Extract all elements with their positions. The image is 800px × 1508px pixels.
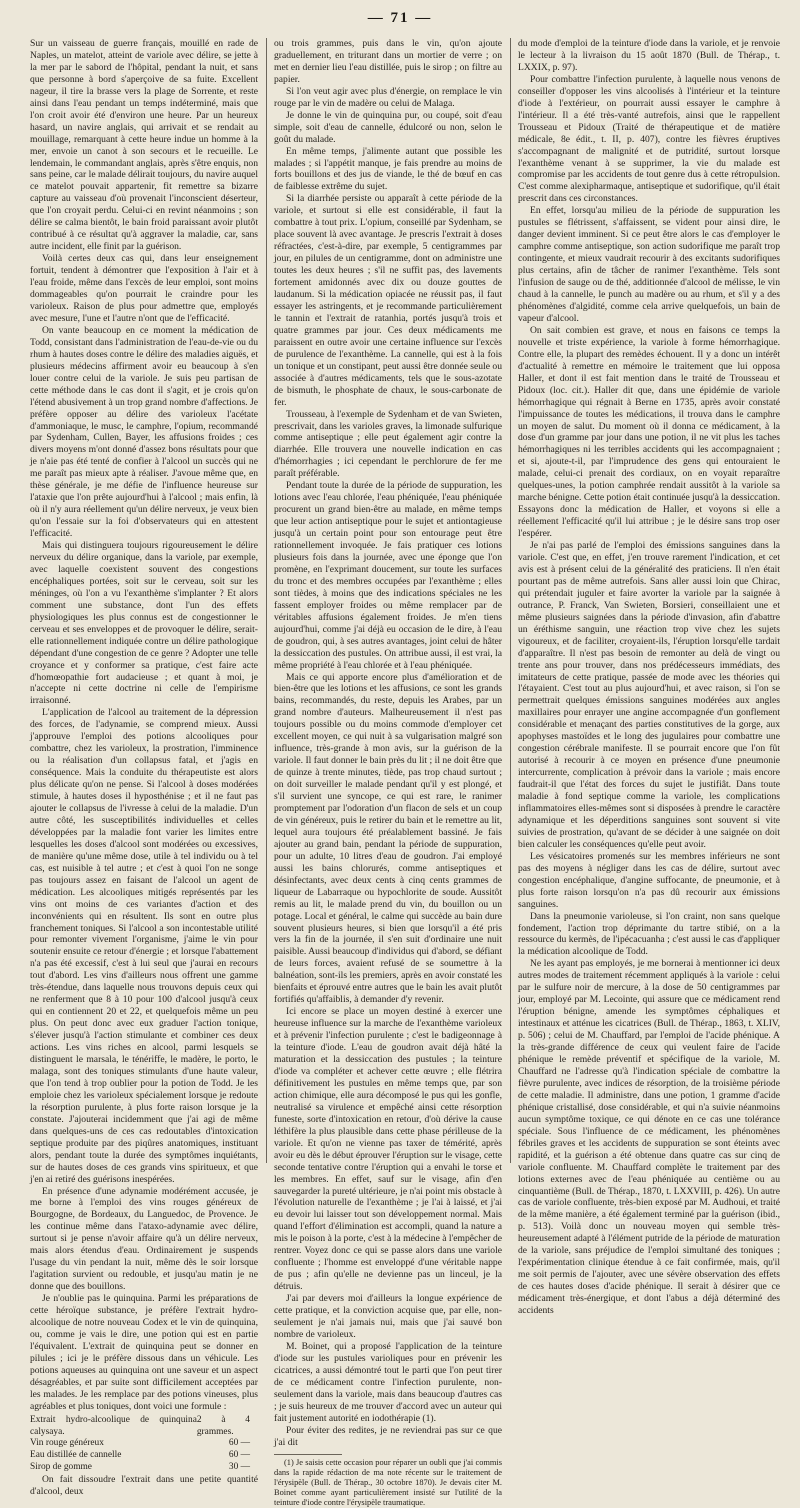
paragraph: Trousseau, à l'exemple de Sydenham et de van Swieten, prescrivait, dans les varioles graves, la limonade sulfurique comme antiseptique ; elle peut également agir contre la diarrhée. Elle trouvera une nouvelle indication en cas d'hémorrhagies ; ici cependant le perchlorure de fer me paraît préférable. xyxy=(274,408,502,480)
formula-ingredient: Sirop de gomme xyxy=(30,1462,92,1473)
article-body xyxy=(30,38,780,1508)
paragraph: Mais qui distinguera toujours rigoureusement le délire nerveux du délire organique, dans la variole, par exemple, avec laquelle coexistent souvent des congestions encéphaliques portées, soit sur le cerveau, soit sur les méninges, où l'on a vu l'exanthème s'implanter ? Et alors comment une substance, dont l'un des effets physiologiques les plus connus est de congestionner le cerveau et ses enveloppes et de provoquer le délire, serait-elle rationnellement indiquée contre un délire pathologique dépendant d'une congestion de ce genre ? Adopter une telle croyance et y conformer sa pratique, c'est faire acte d'homœopathie fort audacieuse ; et quant à moi, je n'accepte ni cette doctrine ni celle de l'empirisme irraisonné. xyxy=(30,540,258,707)
formula-quantity: 30 — xyxy=(228,1462,250,1473)
paragraph: Ici encore se place un moyen destiné à exercer une heureuse influence sur la marche de l'exanthème varioleux et à prévenir l'infection purulente ; c'est le badigeonnage à la teinture d'iode. L'eau de goudron avait déjà hâté la maturation et la dessiccation des pustules ; la teinture d'iode va compléter et achever cette œuvre ; elle flétrira définitivement les pustules en même temps que, par son action chimique, elle aura décomposé le pus qui les gonfle, neutralisé sa virulence et empêché ainsi cette résorption funeste, sorte d'intoxication en retour, d'où dérive la cause léthifère la plus plausible dans cette phase périlleuse de la variole. Et qu'on ne vienne pas taxer de témérité, après avoir eu dès le début éprouver l'éruption sur le visage, cette seconde tentative contre l'éruption qui a envahi le torse et les membres. En effet, sauf sur le visage, afin d'en sauvegarder la pureté ultérieure, je n'ai point mis obstacle à l'évolution naturelle de l'exanthème ; je l'ai à laissé, et j'ai eu devoir lui laisser tout son développement normal. Mais quand l'effort d'élimination est accompli, quand la nature a mis le poison à la porte, c'est à la médecine à l'empêcher de rentrer. Voyez donc ce qui se passe alors dans une variole confluente ; l'homme est enveloppé d'une véritable nappe de pus ; afin qu'elle ne devienne pas un linceul, je la détruis. xyxy=(274,1006,503,1293)
paragraph: M. Boinet, qui a proposé l'application de la teinture d'iode sur les pustules varioliques pour en prévenir les cicatrices, a aussi démontré tout le parti que l'on peut tirer de ce médicament contre l'infection purulente, non-seulement dans la variole, mais dans beaucoup d'autres cas ; je suis heureux de me trouver d'accord avec un auteur qui fait justement autorité en iodothérapie (1). xyxy=(274,1340,502,1424)
formula-row xyxy=(30,1438,258,1450)
paragraph: Si l'on veut agir avec plus d'énergie, on remplace le vin rouge par le vin de madère ou celui de Malaga. xyxy=(274,85,502,109)
paragraph: Mais ce qui apporte encore plus d'amélioration et de bien-être que les lotions et les affusions, ce sont les grands bains, recommandés, du reste, depuis les Arabes, par un grand nombre d'auteurs. Malheureusement il n'est pas toujours possible ou du moins commode d'employer cet excellent moyen, ce qui nuit à sa vulgarisation malgré son influence, très-grande à mon avis, sur la guérison de la variole. Il faut donner le bain près du lit ; il ne doit être que de quinze à trente minutes, tiède, pas trop chaud surtout ; on doit surveiller le malade pendant qu'il y est plongé, et s'il survient une syncope, ce qui est rare, le ranimer promptement par l'odoration d'un flacon de sels et un coup de vin généreux, puis le retirer du bain et le remettre au lit, lequel aura toujours été préalablement bassiné. Je fais ajouter au grand bain, pendant la période de suppuration, pour un adulte, 10 litres d'eau de goudron. J'ai employé aussi les bains chlorurés, comme antiseptiques et désinfectants, avec deux cents à cinq cents grammes de liqueur de Labarraque ou hypochlorite de soude. Aussitôt remis au lit, le malade prend du vin, du bouillon ou un potage. Local et général, le calme qui succède au bain dure souvent plusieurs heures, si bien que lorsqu'il a été pris vers la fin de la journée, il s'en suit d'ordinaire une nuit paisible. Aussi beaucoup d'individus qui d'abord, se défiant de leurs forces, avaient refusé de se soumettre à la balnéation, sont-ils les premiers, après en avoir constaté les bienfaits et éprouvé entre autres que le bain les avait plutôt fortifiés qu'affaiblis, à demander d'y revenir. xyxy=(274,671,502,1006)
paragraph: Sur un vaisseau de guerre français, mouillé en rade de Naples, un matelot, atteint de variole avec délire, se jette à la mer par le sabord de l'hôpital, pendant la nuit, et sans que personne à bord s'aperçoive de sa fuite. Excellent nageur, il tire la brasse vers la plage de Sorrente, et reste ainsi dans l'eau pendant un temps indéterminé, mais que l'on croit avoir été d'environ une heure. Par un heureux hasard, un navire anglais, qui arrivait et se rendait au mouillage, remarquant à cette heure indue un homme à la mer, envoie un canot à son secours et le recueille. Le lendemain, le commandant anglais, après s'être enquis, non sans peine, car le malade délirait toujours, du navire auquel ce matelot pouvait appartenir, fit remettre sa bizarre capture au vaisseau d'où provenait l'inconscient déserteur, que l'on croyait perdu. Celui-ci en revint néanmoins ; son délire se calma bientôt, le bain froid paraissant avoir plutôt contribué à ce résultat qu'à aggraver la maladie, car, sans autre incident, elle finit par la guérison. xyxy=(30,38,258,253)
paragraph: ou trois grammes, puis dans le vin, qu'on ajoute graduellement, en triturant dans un mortier de verre ; on met en dernier lieu l'eau distillée, puis le sirop ; on filtre au papier. xyxy=(274,38,502,85)
paragraph: Ne les ayant pas employés, je me bornerai à mentionner ici deux autres modes de traitement récemment appliqués à la variole : celui par le sulfure noir de mercure, à la dose de 50 centigrammes par jour, employé par M. Lecointe, qui assure que ce médicament rend l'éruption bénigne, amende les symptômes céphaliques et intestinaux et atténue les cicatrices (Bull. de Thérap., 1863, t. XLIV, p. 506) ; celui de M. Chauffard, par l'emploi de l'acide phénique. A la très-grande différence de ceux qui veulent faire de l'acide phénique le remède préventif et spécifique de la variole, M. Chauffard ne l'adresse qu'à l'indication spéciale de combattre la fièvre purulente, avec indices de résorption, de la troisième période de cette maladie. Il administre, dans une potion, 1 gramme d'acide phénique cristallisé, dose considérable, et qui n'a suivie néanmoins aucun symptôme toxique, ce qui dénote en ce cas une tolérance spéciale. Sous l'influence de ce médicament, les phénomènes fébriles graves et les accidents de suppuration se sont éteints avec rapidité, et la guérison a été obtenue dans quatre cas sur cinq de variole confluente. M. Chauffard complète le traitement par des lotions externes avec de l'eau phéniquée au centième ou au cinquantième (Bull. de Thérap., 1870, t. LXXVIII, p. 426). Un autre cas de variole confluente, très-bien exposé par M. Audhoui, et traité de la même manière, a été également terminé par la guérison (ibid., p. 513). Voilà donc un nouveau moyen qui semble très-heureusement adapté à l'élément putride de la période de maturation de la variole, sans préjudice de l'emploi simultané des toniques ; l'expérimentation clinique étendue à ce fait confirmée, mais, qu'il me soit permis de l'ajouter, avec une sévère observation des effets de ces hautes doses d'acide phénique. Il serait à désirer que ce médicament très-énergique, et dont l'abus a déjà déterminé des accidents xyxy=(518,958,780,1317)
paragraph: L'application de l'alcool au traitement de la dépression des forces, de l'adynamie, se comprend mieux. Aussi j'approuve l'emploi des potions alcooliques pour combattre, chez les varioleux, la prostration, l'imminence ou la réalisation d'un collapsus fatal, et j'agis en conséquence. Mais la conduite du thérapeutiste est alors plus délicate qu'on ne pense. Si l'alcool à doses modérées stimule, à hautes doses il hyposthénise ; et il ne faut pas ajouter le collapsus de l'ivresse à celui de la maladie. D'un autre côté, les susceptibilités individuelles et celles développées par la maladie font varier les limites entre lesquelles les doses d'alcool sont modérées ou excessives, de manière qu'une même dose, utile à tel individu ou à tel cas, est nuisible à tel autre ; et c'est à quoi l'on ne songe pas toujours assez en faisant de l'alcool un agent de médication. Les alcooliques mitigés représentés par les vins ont moins de ces variantes d'action et des inconvénients qui en résultent. Ils sont en outre plus franchement toniques. Si l'alcool a son incontestable utilité pour remonter vivement l'organisme, j'aime le vin pour soutenir ensuite ce retour d'énergie ; et lorsque l'abattement n'a pas été excessif, c'est à lui seul que j'aurai en recours tout d'abord. Les vins d'ailleurs nous offrent une gamme très-étendue, dans laquelle nous trouvons depuis ceux qui ne renferment que 8 à 10 pour 100 d'alcool jusqu'à ceux qui en contiennent 20 et 22, et quelquefois même un peu plus. On peut donc avec eux graduer l'action tonique, s'élever jusqu'à l'action stimulante et combiner ces deux actions. Les vins riches en alcool, parmi lesquels se distinguent le marsala, le ténériffe, le madère, le porto, le malaga, sont des toniques stimulants d'une haute valeur, que l'on tend à trop oublier pour la potion de Todd. Je les emploie chez les varioleux spécialement lorsque je redoute la résorption purulente, à plus forte raison lorsque je la constate. J'ajouterai incidemment que j'ai agi de même dans quelques-uns de ces cas redoutables d'intoxication septique produite par des piqûres anatomiques, instituant alors, pendant toute la durée des symptômes inquiétants, sur de hautes doses de ces grands vins spiritueux, et que j'en ai retiré des guérisons inespérées. xyxy=(30,707,258,1185)
paragraph: Dans la pneumonie varioleuse, si l'on craint, non sans quelque fondement, l'action trop déprimante du tartre stibié, on a la ressource du kermès, de l'ipécacuanha ; c'est aussi le cas d'appliquer la médication alcoolique de Todd. xyxy=(518,910,780,958)
formula-ingredient: Extrait hydro-alcoolique de quinquina calysaya. xyxy=(30,1414,197,1437)
formula-ingredient: Eau distillée de cannelle xyxy=(30,1450,122,1461)
footnote-divider xyxy=(274,1454,342,1455)
paragraph: Les vésicatoires promenés sur les membres inférieurs ne sont pas des moyens à négliger dans les cas de délire, surtout avec congestion encéphalique, d'angine suffocante, de pneumonie, et à plus forte raison lorsqu'on n'a pas dû recourir aux émissions sanguines. xyxy=(518,850,780,910)
column-3 xyxy=(518,38,780,1317)
footnote: (1) Je saisis cette occasion pour réparer un oubli que j'ai commis dans la rapide rédaction de ma note récente sur le traitement de l'érysipèle (Bull. de Thérap., 30 octobre 1870). Je devais citer M. Boinet comme ayant particulièrement insisté sur l'utilité de la teinture d'iode contre l'érysipèle traumatique. xyxy=(274,1458,502,1508)
paragraph: Je n'oublie pas le quinquina. Parmi les préparations de cette héroïque substance, je préfère l'extrait hydro-alcoolique de notre nouveau Codex et le vin de quinquina, ou, comme je vais le dire, une potion qui est en partie l'équivalent. L'extrait de quinquina peut se donner en pilules ; ici je le préfère dissous dans un véhicule. Les potions aqueuses au quinquina ont une saveur et un aspect désagréables, et par suite sont difficilement acceptées par les malades. Je les remplace par des potions vineuses, plus agréables et plus toniques, dont voici une formule : xyxy=(30,1293,258,1412)
paragraph: Je n'ai pas parlé de l'emploi des émissions sanguines dans la variole. C'est que, en effet, j'en trouve rarement l'indication, et cet avis est à présent celui de la généralité des praticiens. Il n'en était pourtant pas de même autrefois. Sans aller aussi loin que Chirac, qui prétendait juguler et faire avorter la variole par la saignée à outrance, P. Franck, Van Swieten, Borsieri, conseillaient une et même plusieurs saignées dans la période d'invasion, afin d'abattre un éréthisme sanguin, une réaction trop vive chez les sujets vigoureux, et de faciliter, croyaient-ils, l'éruption lorsqu'elle tardait d'apparaître. Il n'est pas besoin de remonter au delà de vingt ou trente ans pour trouver, dans nos prédécesseurs immédiats, des imitateurs de cette pratique, passée de mode avec les théories qui l'étayaient. C'est tout au plus aujourd'hui, et avec raison, si l'on se permettrait quelques émissions sanguines modérées aux angles maxillaires pour enrayer une angine accompagnée d'un gonflement considérable et menaçant des parties constitutives de la gorge, aux apophyses mastoïdes et le long des jugulaires pour combattre une congestion cérébrale manifeste. Il se pourrait encore que l'on fût autorisé à recourir à ce moyen en présence d'une pneumonie intercurrente, complication à prévoir dans la variole ; mais encore faudrait-il que l'état des forces du sujet le justifiât. Dans toute maladie à fond septique comme la variole, les complications inflammatoires elles-mêmes sont si disposées à prendre le caractère adynamique et les déperditions sanguines sont souvent si vite suivies de prostration, qu'avant de se décider à une saignée on doit bien calculer les conséquences qu'elle peut avoir. xyxy=(518,540,780,850)
paragraph: On fait dissoudre l'extrait dans une petite quantité d'alcool, deux xyxy=(30,1474,258,1498)
paragraph: Je donne le vin de quinquina pur, ou coupé, soit d'eau simple, soit d'eau de cannelle, édulcoré ou non, selon le goût du malade. xyxy=(274,109,502,145)
formula-quantity: 60 — xyxy=(228,1438,250,1449)
column-divider-2 xyxy=(510,38,511,1163)
paragraph: On sait combien est grave, et nous en faisons ce temps la nouvelle et triste expérience, la variole à forme hémorrhagique. Contre elle, la plupart des remèdes échouent. Il y a donc un intérêt d'actualité à remettre en mémoire le traitement que lui opposa Haller, et dont il est fait mention dans le traité de Trousseau et Pidoux (loc. cit.). Haller dit que, dans une épidémie de variole hémorrhagique qui régnait à Berne en 1735, après avoir constaté l'impuissance de toutes les médications, il trouva dans le camphre un moyen de salut. Du moment où il donna ce médicament, à la dose d'un gramme par jour dans une potion, il ne vit plus les taches hémorrhagiques ni les terribles accidents qui les accompagnaient ; et si, ajoute-t-il, par l'imprudence des gens qui entouraient le malade, celui-ci prenait des cordiaux, on en voyait reparaître quelques-unes, la potion camphrée rendait aussitôt à la variole sa marche bénigne. Cette potion était continuée jusqu'à la dessiccation. Essayons donc la médication de Haller, et voyons si elle a réellement l'efficacité qu'il lui attribue ; je le désire sans trop oser l'espérer. xyxy=(518,324,780,540)
column-1 xyxy=(30,38,258,1498)
column-divider-1 xyxy=(266,38,267,1163)
formula-ingredient: Vin rouge généreux xyxy=(30,1438,104,1449)
paragraph: En même temps, j'alimente autant que possible les malades ; si l'appétit manque, je fais prendre au moins de forts bouillons et des jus de viande, le thé de bœuf en cas de faiblesse extrême du sujet. xyxy=(274,145,502,193)
paragraph: En effet, lorsqu'au milieu de la période de suppuration les pustules se flétrissent, s'affaissent, se vident pour ainsi dire, le danger devient imminent. Si ce peut être alors le cas d'employer le camphre comme antiseptique, son action sudorifique me paraît trop contingente, et mieux vaudrait recourir à des excitants sudorifiques plus certains, afin de tâcher de ranimer l'exanthème. Tels sont l'infusion de sauge ou de thé, additionnée d'alcool de mélisse, le vin chaud à la cannelle, le punch au madère ou au rhum, et s'il y a des phénomènes d'algidité, comme cela arrive quelquefois, un bain de vapeur d'alcool. xyxy=(518,205,780,324)
formula-row xyxy=(30,1450,258,1462)
paragraph: On vante beaucoup en ce moment la médication de Todd, consistant dans l'administration de l'eau-de-vie ou du rhum à hautes doses contre le délire des maladies aiguës, et plusieurs médecins affirment avoir eu beaucoup à s'en louer contre celui de la variole. Je suis peu partisan de cette méthode dans le cas dont il s'agit, et je crois qu'on l'étend abusivement à un trop grand nombre d'affections. Je préfère opposer au délire des varioleux l'acétate d'ammoniaque, le musc, le camphre, l'opium, recommandé par Sydenham, Cullen, Bayer, les affusions froides ; ces divers moyens m'ont donné d'assez bons résultats pour que je n'aie pas été tenté de confier à l'alcool un succès qui ne me paraît pas mieux apte à réaliser. J'avoue même que, en thèse générale, je me défie de l'influence heureuse sur l'ataxie que l'on prête aujourd'hui à l'alcool ; mais enfin, là où il n'y aura réellement qu'un délire nerveux, je veux bien qu'on l'essaie sur la foi d'observateurs qui en attestent l'efficacité. xyxy=(30,324,258,540)
paragraph: du mode d'emploi de la teinture d'iode dans la variole, et je renvoie le lecteur à la livraison du 15 août 1870 (Bull. de Thérap., t. LXXIX, p. 97). xyxy=(518,38,780,73)
formula-row xyxy=(30,1415,258,1439)
paragraph: En présence d'une adynamie modérément accusée, je me borne à l'emploi des vins rouges généreux de Bourgogne, de Bordeaux, du Languedoc, de Provence. Je les continue même dans l'ataxo-adynamie avec délire, surtout si je pense n'avoir affaire qu'à un délire nerveux, mais alors étendus d'eau. Ordinairement je suspends l'usage du vin pendant la nuit, même dès le soir lorsque l'agitation survient ou redouble, et jusqu'au matin je ne donne que des bouillons. xyxy=(30,1185,258,1293)
paragraph: Pour éviter des redites, je ne reviendrai pas sur ce que j'ai dit xyxy=(274,1424,502,1448)
formula xyxy=(30,1415,258,1475)
paragraph: Si la diarrhée persiste ou apparaît à cette période de la variole, et surtout si elle est considérable, il faut la combattre à tout prix. L'opium, conseillé par Sydenham, se place souvent là avec avantage. Je prescris l'extrait à doses réfractées, c'est-à-dire, par exemple, 5 centigrammes par jour, en pilules de un centigramme, dont on administre une toutes les deux heures ; s'il ne suffit pas, des lavements fortement amidonnés avec dix ou douze gouttes de laudanum. Si la médication opiacée ne réussit pas, il faut essayer les astringents, et je recommande particulièrement le tannin et l'extrait de ratanhia, portés jusqu'à trois et quatre grammes par jour. Ces deux médicaments me paraissent en outre avoir une certaine influence sur l'excès de purulence de l'exanthème. La cannelle, qui est à la fois un tonique et un constipant, peut aussi être donnée seule ou associée à d'autres médicaments, tels que le sous-azotate de bismuth, le phosphate de chaux, le sous-carbonate de fer. xyxy=(274,193,502,408)
page-number: — 71 — xyxy=(367,10,433,26)
formula-quantity: 60 — xyxy=(228,1450,250,1461)
paragraph: Voilà certes deux cas qui, dans leur enseignement fortuit, tendent à démontrer que l'exposition à l'air et à l'eau froide, même dans l'excès de leur emploi, sont moins dommageables qu'on pourrait le craindre pour les varioleux. Raison de plus pour admettre que, employés avec mesure, l'une et l'autre n'ont que de l'efficacité. xyxy=(30,253,258,324)
column-2 xyxy=(274,38,503,1508)
paragraph: Pour combattre l'infection purulente, à laquelle nous venons de conseiller d'opposer les vins alcoolisés à l'intérieur et la teinture d'iode à l'extérieur, on pourrait aussi essayer le camphre à l'intérieur. Il a été très-vanté autrefois, ainsi que le rappellent Trousseau et Pidoux (Traité de thérapeutique et de matière médicale, 8e édit., t. II, p. 407), contre les fièvres éruptives s'accompagnant de malignité et de putridité, surtout lorsque l'exanthème venant à se supprimer, la vie du malade est compromise par les accidents de tout genre dus à cette rétropulsion. C'est comme alexipharmaque, antiseptique et sudorifique, qu'il était prescrit dans ces circonstances. xyxy=(518,73,780,205)
formula-quantity: 2 à 4 grammes. xyxy=(196,1414,250,1437)
formula-row xyxy=(30,1462,258,1474)
paragraph: Pendant toute la durée de la période de suppuration, les lotions avec l'eau chlorée, l'eau phéniquée, l'eau phéniquée procurent un grand bien-être au malade, en même temps que leur action antiseptique pour le sujet et antiontagieuse jusqu'à un certain point pour son entourage peut être rationnellement invoquée. Je fais pratiquer ces lotions plusieurs fois dans la journée, avec une éponge que l'on promène, en l'exprimant doucement, sur toute les surfaces du tronc et des membres occupées par l'exanthème ; elles sont tièdes, à moins que des indications spéciales ne les fassent employer froides ou même remplacer par de véritables affusions également froides. Je m'en tiens aujourd'hui, comme j'ai déjà eu occasion de le dire, à l'eau de goudron, qui, à ses autres avantages, joint celui de hâter la dessiccation des pustules. On attribue aussi, il est vrai, la même propriété à l'eau chlorée et à l'eau phéniquée. xyxy=(274,480,502,671)
paragraph: J'ai par devers moi d'ailleurs la longue expérience de cette pratique, et la conviction acquise que, par elle, non-seulement je n'ai jamais nui, mais que j'ai sauvé bon nombre de varioleux. xyxy=(274,1293,502,1340)
